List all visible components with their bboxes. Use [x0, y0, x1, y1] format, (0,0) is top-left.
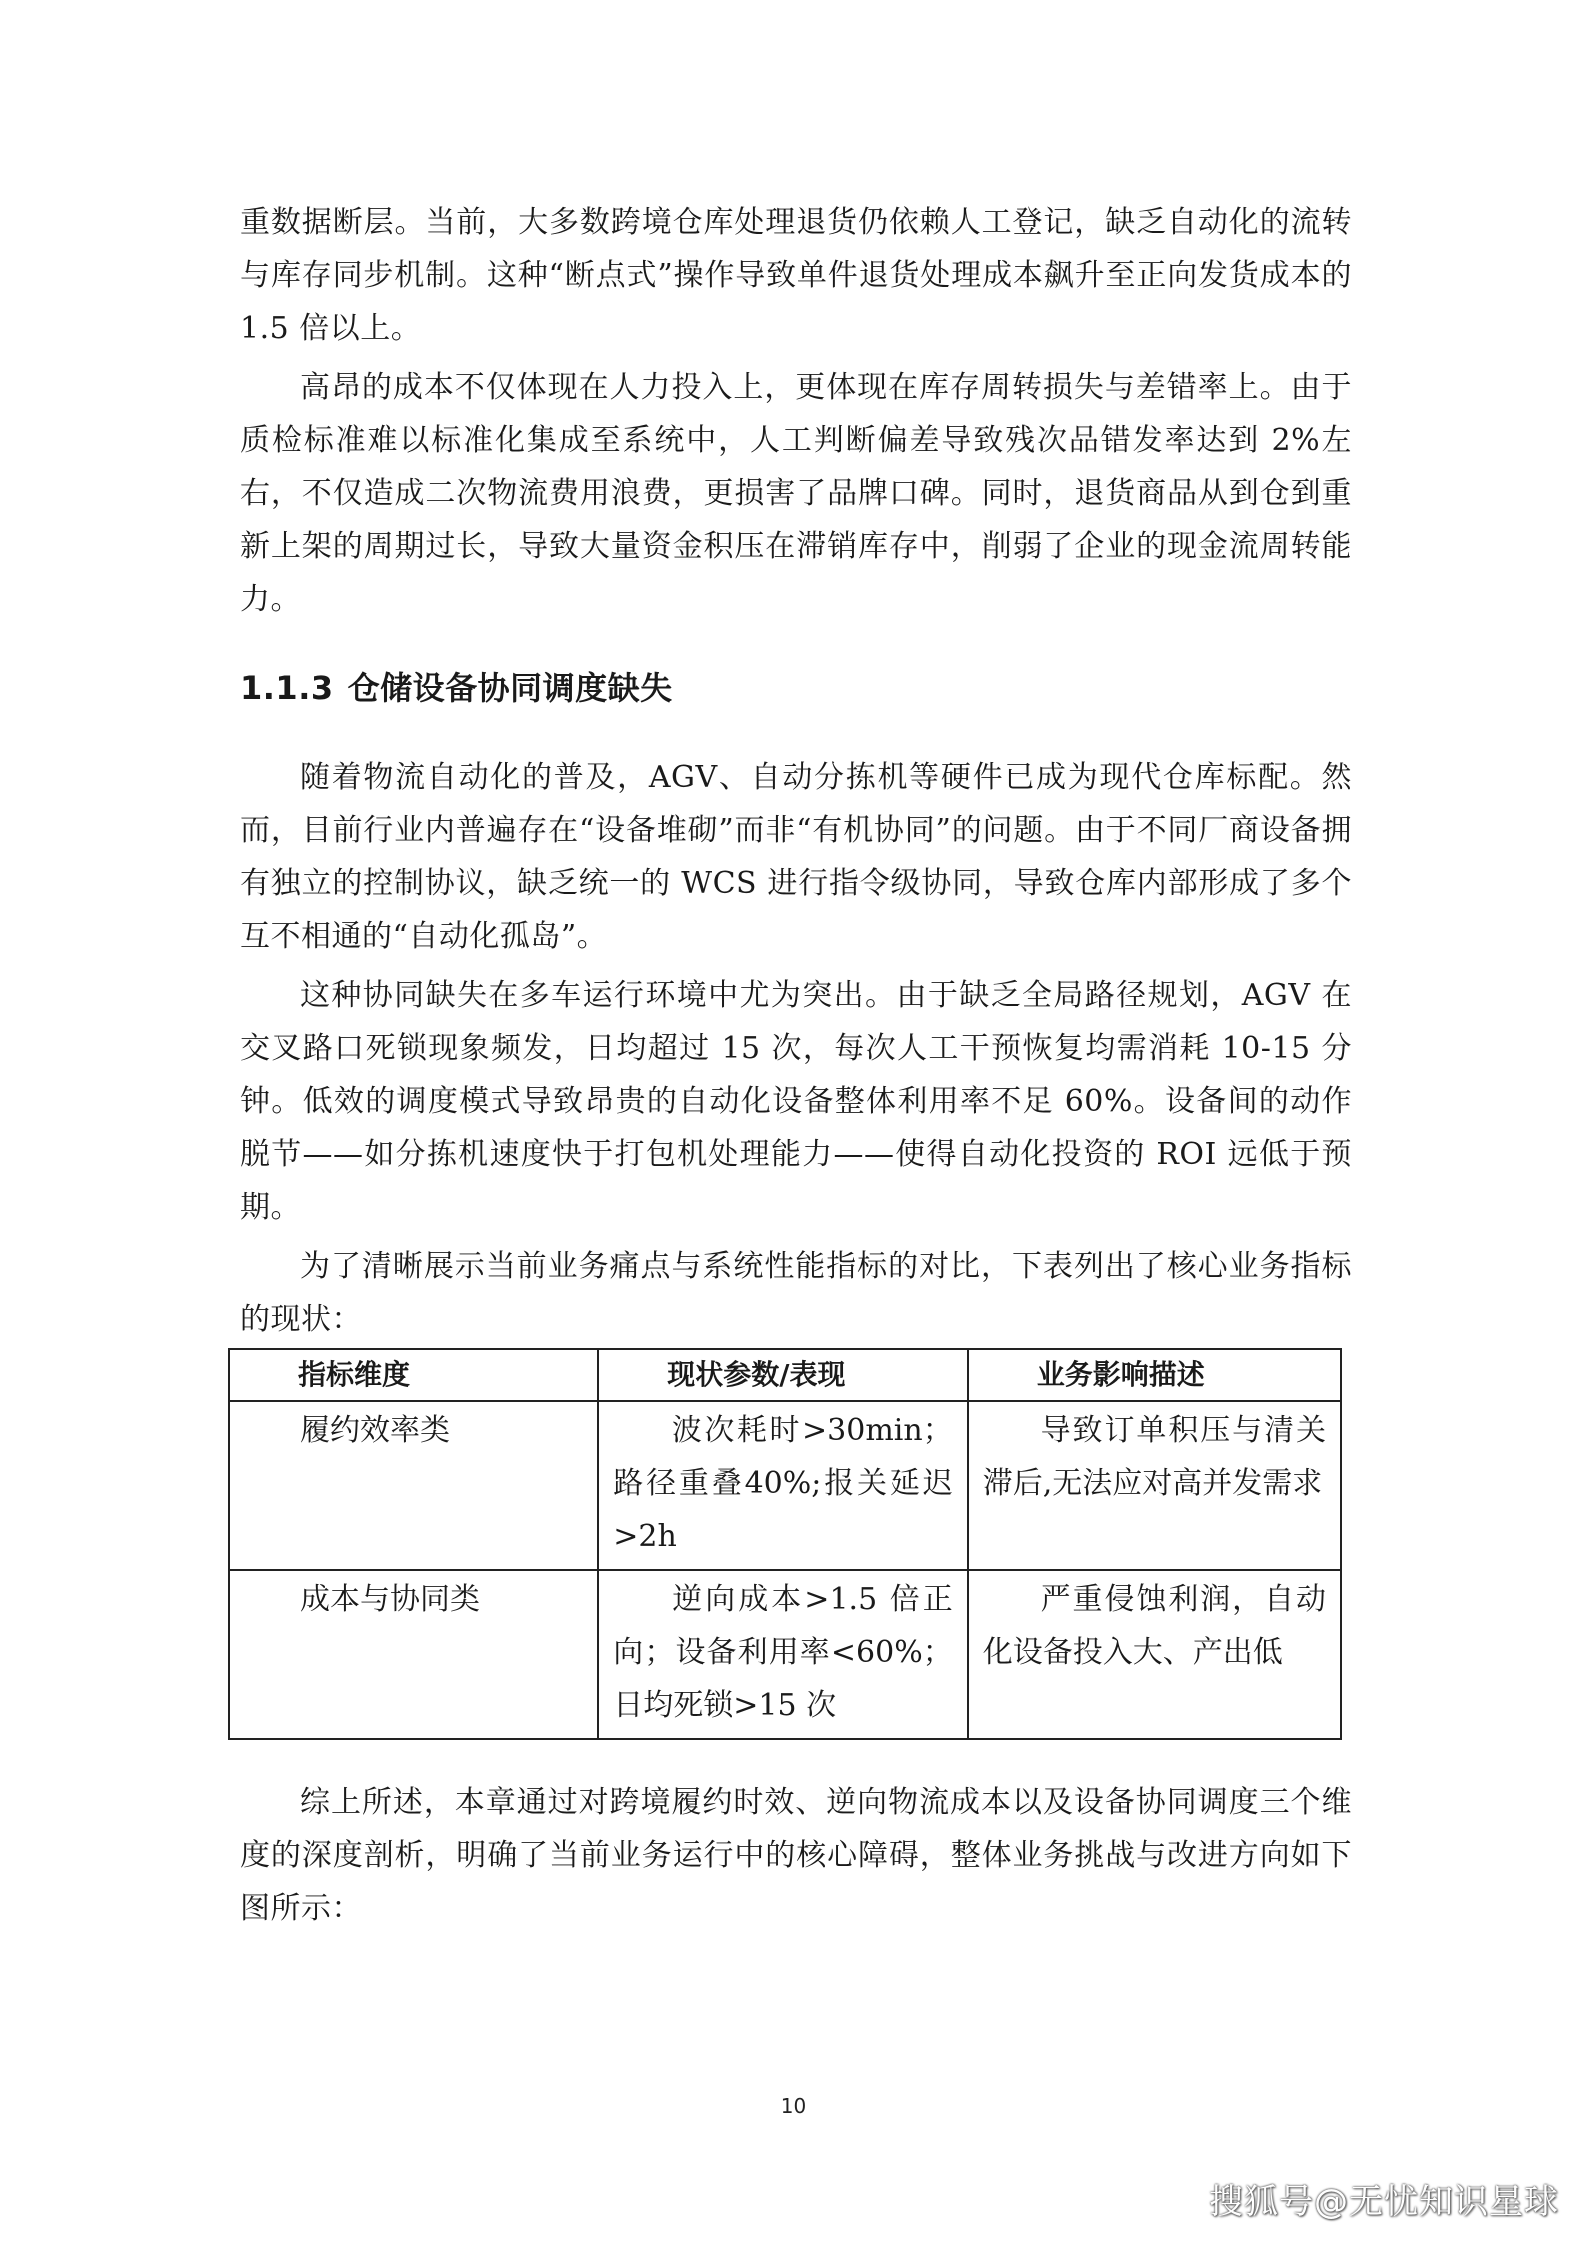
- paragraph-continuation: 重数据断层。当前，大多数跨境仓库处理退货仍依赖人工登记，缺乏自动化的流转与库存同步机制。这种“断点式”操作导致单件退货处理成本飙升至正向发货成本的 1.5 倍以上。: [240, 205, 1352, 346]
- metrics-table: [228, 1348, 1342, 1740]
- table-header-row: [229, 1349, 1341, 1401]
- page-number: 10: [780, 2094, 807, 2118]
- column-header-dimension: 指标维度: [229, 1349, 598, 1401]
- cell-status: [598, 1570, 967, 1739]
- section-heading: [240, 626, 1352, 751]
- main-content: [240, 196, 1352, 1346]
- conclusion-block: [240, 1776, 1352, 1935]
- watermark-text: 搜狐号@无忧知识星球: [1209, 2182, 1559, 2222]
- cell-impact-text: 严重侵蚀利润，自动化设备投入大、产出低: [982, 1582, 1326, 1670]
- cell-status-text: 波次耗时>30min；路径重叠40%;报关延迟>2h: [613, 1413, 953, 1554]
- cell-dimension: 成本与协同类: [229, 1570, 598, 1739]
- paragraph-table-intro: 为了清晰展示当前业务痛点与系统性能指标的对比，下表列出了核心业务指标的现状：: [240, 1249, 1352, 1337]
- table-row: [229, 1401, 1341, 1570]
- paragraph-cost: 高昂的成本不仅体现在人力投入上，更体现在库存周转损失与差错率上。由于质检标准难以标准化集成至系统中，人工判断偏差导致残次品错发率达到 2%左右，不仅造成二次物流费用浪费，更损害了品牌口碑。同时，退货商品从到仓到重新上架的周期过长，导致大量资金积压在滞销库存中，削弱了企业的现金流周转能力。: [240, 370, 1352, 617]
- cell-dimension: 履约效率类: [229, 1401, 598, 1570]
- cell-status: [598, 1401, 967, 1570]
- paragraph-automation: 随着物流自动化的普及，AGV、自动分拣机等硬件已成为现代仓库标配。然而，目前行业内普遍存在“设备堆砌”而非“有机协同”的问题。由于不同厂商设备拥有独立的控制协议，缺乏统一的 WCS 进行指令级协同，导致仓库内部形成了多个互不相通的“自动化孤岛”。: [240, 760, 1352, 954]
- paragraph-coordination: 这种协同缺失在多车运行环境中尤为突出。由于缺乏全局路径规划，AGV 在交叉路口死锁现象频发，日均超过 15 次，每次人工干预恢复均需消耗 10-15 分钟。低效的调度模式导致昂贵的自动化设备整体利用率不足 60%。设备间的动作脱节——如分拣机速度快于打包机处理能力——使得自动化投资的 ROI 远低于预期。: [240, 978, 1352, 1225]
- cell-impact: [968, 1401, 1341, 1570]
- section-title: 仓储设备协同调度缺失: [347, 669, 673, 707]
- cell-impact: [968, 1570, 1341, 1739]
- column-header-status: 现状参数/表现: [598, 1349, 967, 1401]
- cell-impact-text: 导致订单积压与清关滞后,无法应对高并发需求: [982, 1413, 1326, 1501]
- table-row: [229, 1570, 1341, 1739]
- column-header-impact: 业务影响描述: [968, 1349, 1341, 1401]
- section-number: 1.1.3: [240, 669, 334, 707]
- paragraph-conclusion: 综上所述，本章通过对跨境履约时效、逆向物流成本以及设备协同调度三个维度的深度剖析，明确了当前业务运行中的核心障碍，整体业务挑战与改进方向如下图所示：: [240, 1785, 1352, 1926]
- cell-status-text: 逆向成本>1.5 倍正向；设备利用率<60%；日均死锁>15 次: [613, 1582, 953, 1723]
